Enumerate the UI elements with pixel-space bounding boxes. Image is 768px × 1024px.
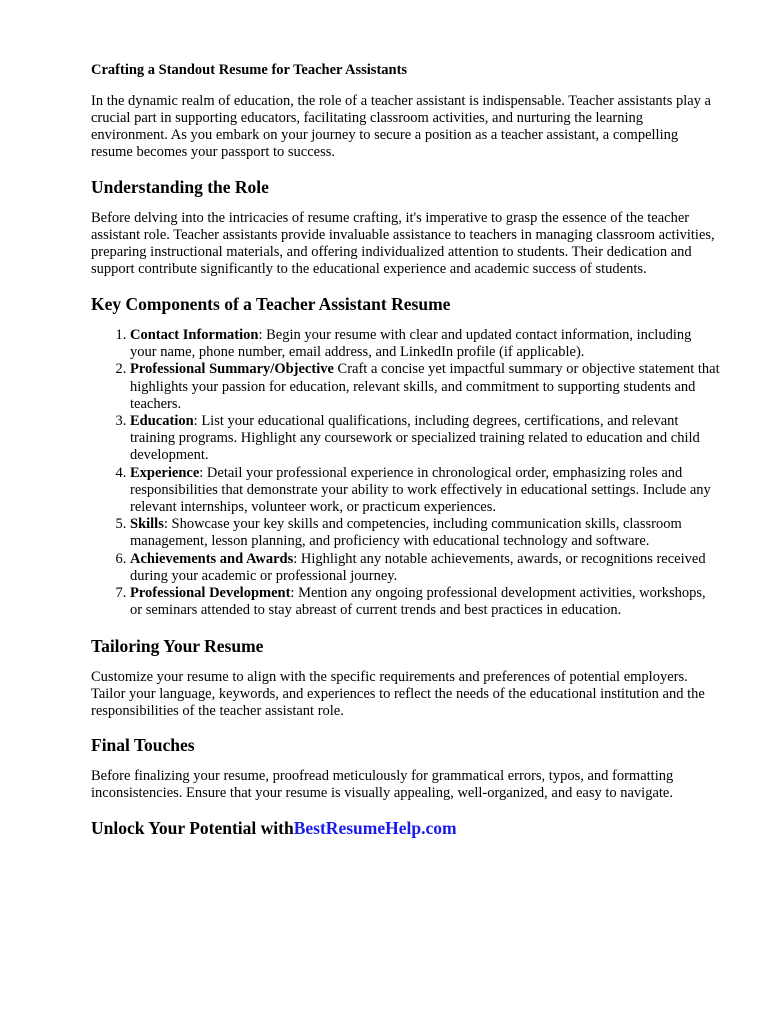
list-item-text: Craft a concise yet impactful summary or objective statement that highlights your passion for education, relevant skills, and commitment to supporting students and teachers. [130, 361, 720, 412]
list-item-term: Professional Development [130, 585, 291, 602]
bestresumehelp-link[interactable]: BestResumeHelp.com [293, 818, 457, 839]
final-paragraph: Before finalizing your resume, proofread meticulously for grammatical errors, typos, and formatting inconsistencies. Ensure that your resume is visually appealing, well-organized, and easy to navigate. [91, 768, 674, 802]
heading-key-components: Key Components of a Teacher Assistant Resume [91, 294, 451, 314]
heading-understanding-role: Understanding the Role [91, 177, 269, 197]
list-item [130, 413, 720, 465]
list-item-term: Education [130, 413, 194, 430]
unlock-heading-text: Unlock Your Potential with [91, 818, 294, 839]
list-item [130, 551, 720, 585]
list-item-text: : List your educational qualifications, including degrees, certifications, and relevant training programs. Highlight any coursework or specialized training related to education and child development. [130, 413, 700, 464]
list-item-text: : Highlight any notable achievements, awards, or recognitions received during your academic or professional journey. [130, 550, 706, 584]
document-title: Crafting a Standout Resume for Teacher Assistants [91, 62, 408, 78]
list-item [130, 585, 720, 619]
heading-unlock [91, 818, 720, 838]
tailoring-paragraph: Customize your resume to align with the specific requirements and preferences of potential employers. Tailor your language, keywords, and experiences to reflect the needs of the educational institution and the responsibilities of the teacher assistant role. [91, 669, 705, 720]
role-paragraph: Before delving into the intricacies of resume crafting, it's imperative to grasp the essence of the teacher assistant role. Teacher assistants provide invaluable assistance to teachers in managing classroom activities, preparing instructional materials, and offering individualized attention to students. Their dedication and support contribute significantly to the educational experience and academic success of students. [91, 210, 715, 277]
heading-tailoring: Tailoring Your Resume [91, 636, 264, 657]
list-item-text: : Mention any ongoing professional development activities, workshops, or seminars attended to stay abreast of current trends and best practices in education. [130, 585, 706, 619]
list-item-term: Experience [130, 464, 200, 481]
list-item-text: : Showcase your key skills and competencies, including communication skills, classroom management, lesson planning, and proficiency with educational technology and software. [130, 516, 682, 550]
heading-final-touches: Final Touches [91, 735, 195, 756]
list-item-term: Skills [130, 516, 164, 533]
list-item-text: : Detail your professional experience in chronological order, emphasizing roles and responsibilities that demonstrate your ability to work effectively in educational settings. Include any relevant internships, volunteer work, or practicum experiences. [130, 464, 711, 516]
key-components-list [91, 327, 720, 619]
list-item [130, 465, 720, 517]
list-item [130, 516, 720, 550]
list-item [130, 327, 720, 361]
list-item-term: Achievements and Awards [130, 550, 294, 567]
list-item-text: : Begin your resume with clear and updated contact information, including your name, phone number, email address, and LinkedIn profile (if applicable). [130, 327, 692, 361]
list-item [130, 361, 720, 413]
list-item-term: Contact Information [130, 327, 259, 343]
intro-paragraph: In the dynamic realm of education, the role of a teacher assistant is indispensable. Teacher assistants play a crucial part in supporting educators, facilitating classroom activities, and nurturing the learning environment. As you embark on your journey to secure a position as a teacher assistant, a compelling resume becomes your passport to success. [91, 93, 711, 160]
list-item-term: Professional Summary/Objective [130, 361, 334, 378]
